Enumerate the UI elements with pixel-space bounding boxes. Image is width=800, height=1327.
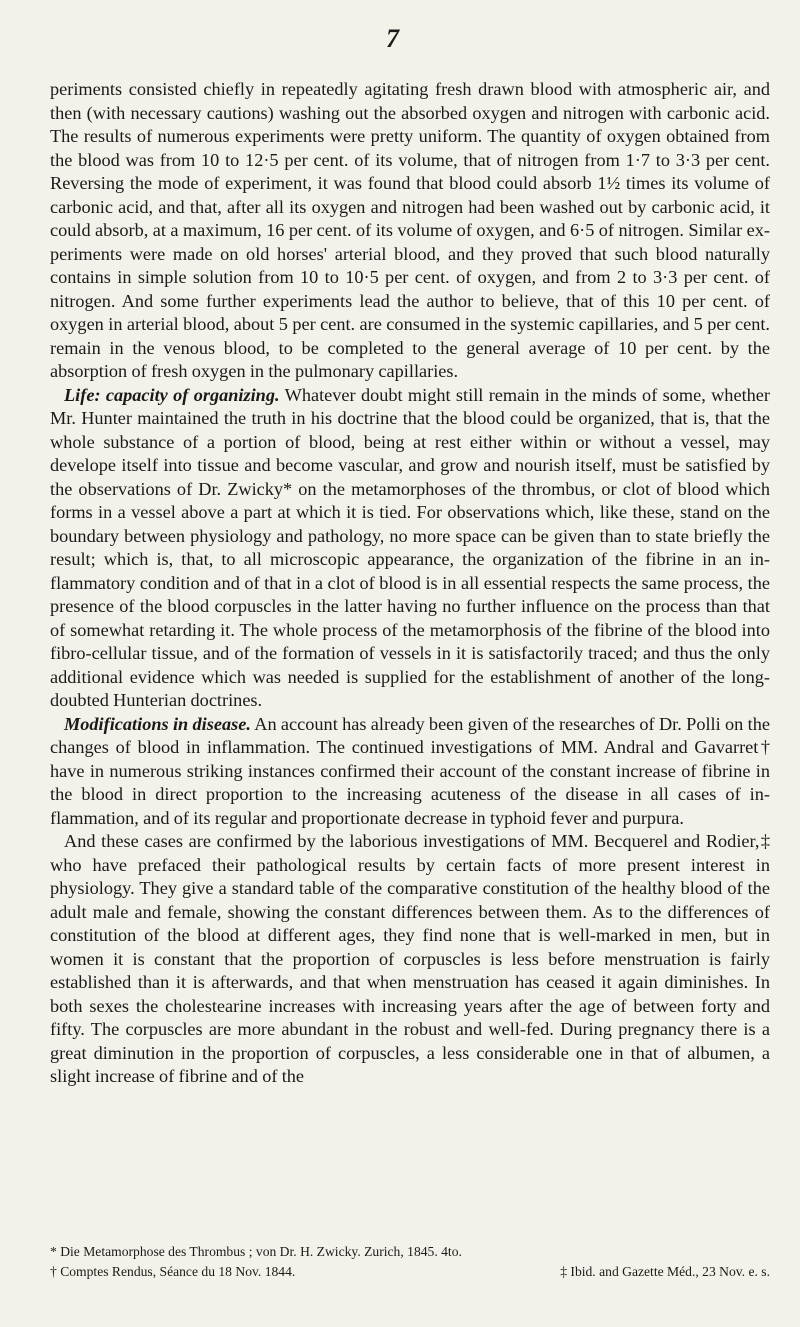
- footnotes: [50, 1242, 770, 1282]
- paragraph-becquerel-rodier: [50, 830, 770, 1089]
- footnote-zwicky: * Die Metamorphose des Thrombus ; von Dr. H. Zwicky. Zurich, 1845. 4to.: [50, 1244, 462, 1259]
- paragraph-text: And these cases are confirmed by the laborious investigations of MM. Becquerel and Rodier,‡ who have prefaced their pathological results by certain facts of more present interest in physiology. They give a standard table of the comparative constitution of the healthy blood of the adult male and female, showing the constant differences between them. As to the differences of constitution of the blood at different ages, they find none that is well-marked in men, but in women it is constant that the proportion of corpuscles is less before menstruation is fairly established than it is afterwards, and that when menstruation has ceased it again diminishes. In both sexes the cholestearine increases with increasing years after the age of between forty and fifty. The corpuscles are more abundant in the robust and well-fed. During pregnancy there is a great diminution in the proportion of corpuscles, a less considerable one in that of albumen, a slight increase of fibrine and of the: [50, 831, 770, 1086]
- section-heading-life: Life: capacity of organizing.: [64, 384, 280, 405]
- body-text: [50, 78, 770, 1089]
- paragraph-text: periments consisted chiefly in repeatedly agitating fresh drawn blood with atmospheric air, and then (with necessary cautions) washing out the absorbed oxygen and nitrogen with carbonic acid. The results of numerous experiments were pretty uniform. The quantity of oxygen obtained from the blood was from 10 to 12·5 per cent. of its volume, that of nitrogen from 1·7 to 3·3 per cent. Reversing the mode of experiment, it was found that blood could absorb 1½ times its volume of carbonic acid, and that, after all its oxygen and nitrogen had been washed out by carbonic acid, it could absorb, at a maximum, 16 per cent. of its volume of oxygen, and 6·5 of nitrogen. Similar experiments were made on old horses' arterial blood, and they proved that such blood naturally contains in simple solution from 10 to 10·5 per cent. of oxygen, and from 2 to 3·3 per cent. of nitrogen. And some further experiments lead the author to believe, that of this 10 per cent. of oxygen in arterial blood, about 5 per cent. are consumed in the systemic capillaries, and 5 per cent. remain in the venous blood, to be completed to the general average of 10 per cent. by the absorption of fresh oxygen in the pulmonary capillaries.: [50, 79, 770, 381]
- footnote-row: [50, 1262, 770, 1282]
- footnote-comptes-rendus: † Comptes Rendus, Séance du 18 Nov. 1844.: [50, 1264, 296, 1279]
- paragraph-modifications-disease: [50, 713, 770, 831]
- section-heading-modifications: Modifications in disease.: [64, 713, 251, 734]
- paragraph-text: An account has already been given of the researches of Dr. Polli on the changes of blood in inflammation. The continued investigations of MM. Andral and Gavarret† have in numerous striking instances confirmed their account of the constant increase of fibrine in the blood in direct proportion to the increasing acuteness of the disease in all cases of inflammation, and of its regular and proportionate decrease in typhoid fever and purpura.: [50, 713, 770, 828]
- page-number: 7: [386, 24, 399, 53]
- paragraph-life-capacity: [50, 384, 770, 713]
- paragraph-experiments: [50, 78, 770, 384]
- footnote-gazette: ‡ Ibid. and Gazette Méd., 23 Nov. e. s.: [560, 1264, 770, 1279]
- paragraph-text: Whatever doubt might still remain in the minds of some, whether Mr. Hunter maintained the truth in his doctrine that the blood could be organized, that is, that the whole substance of a portion of blood, being at rest either within or without a vessel, may develope itself into tissue and become vascular, and grow and nourish itself, must be satisfied by the observations of Dr. Zwicky* on the metamorphoses of the thrombus, or clot of blood which forms in a vessel above a part at which it is tied. For observations which, like these, stand on the boundary between physiology and pathology, no more space can be given than to state briefly the result; which is, that, to all microscopic appearance, the organization of the fibrine in an inflammatory condition and of that in a clot of blood is in all essential respects the same process, the presence of the blood corpuscles in the latter having no further influence on the process than that of somewhat retarding it. The whole process of the metamorphosis of the fibrine of the blood into fibro-cellular tissue, and of the formation of vessels in it is satisfactorily traced; and thus the only additional evidence which was needed is supplied for the establishment of another of the long-doubted Hunterian doctrines.: [50, 384, 770, 710]
